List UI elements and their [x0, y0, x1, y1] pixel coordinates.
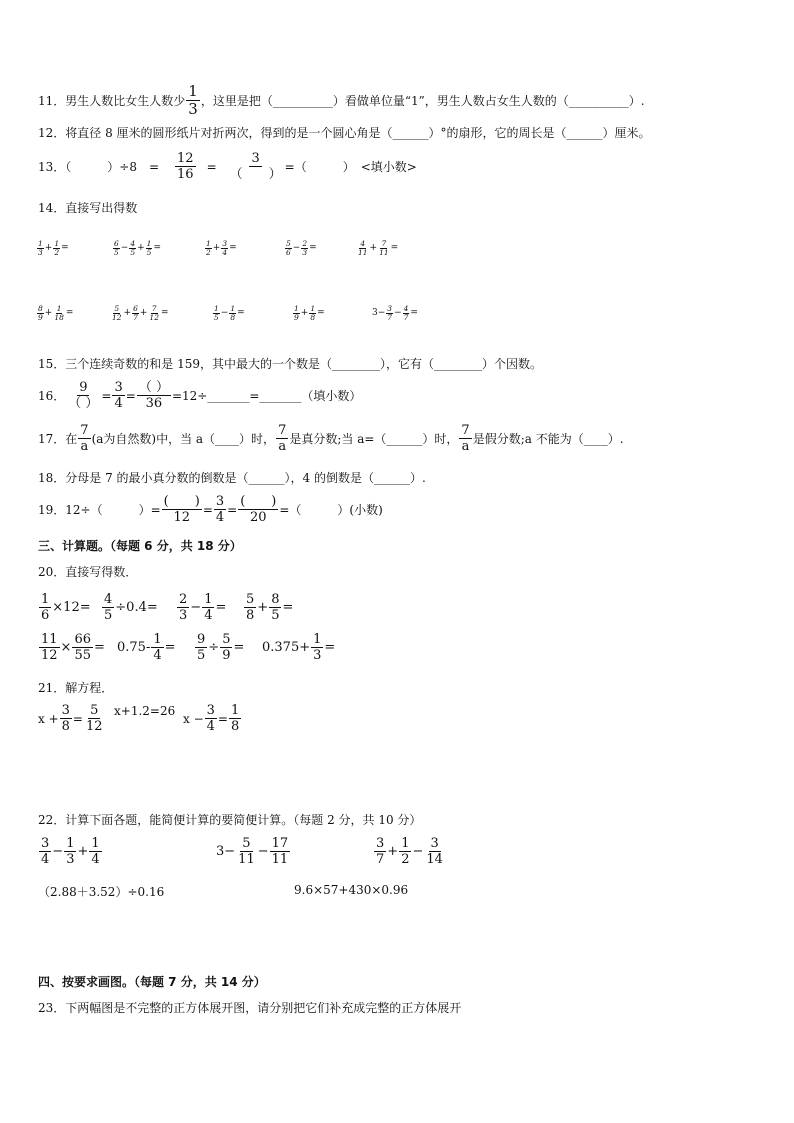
fraction: $\frac{1}{8}$ — [310, 304, 316, 322]
q20-expression: $\frac{11}{12}$ × $\frac{66}{55}$ = — [41, 632, 105, 663]
q11-text-b: ，这里是把（__________）看做单位量“1”，男生人数占女生人数的（__________）. — [200, 94, 645, 108]
question-12 — [38, 124, 651, 141]
fraction: $\frac{6}{5}$ — [114, 239, 119, 257]
q17-fraction-3: $\frac{7}{a}$ — [461, 423, 470, 454]
question-13: 13．（ ）÷8 = $\frac{12}{16}$ = $\frac{3}{( )}$ =（ ） <填小数> — [38, 151, 417, 182]
question-16: 16． $\frac{9}{( )}$ = $\frac{3}{4}$ = $\frac{( )}{36}$ =12÷_______=_______（填小数） — [38, 380, 362, 411]
q13-text-b: =（ ） <填小数> — [284, 160, 417, 174]
fraction: $\frac{5}{12}$ — [112, 304, 122, 322]
q16-fraction-1: $\frac{9}{( )}$ — [68, 380, 99, 411]
fraction: $\frac{1}{9}$ — [294, 304, 299, 322]
fraction: $\frac{1}{3}$ — [66, 836, 75, 867]
fraction: $\frac{1}{4}$ — [204, 592, 213, 623]
q14-expression: 3− $\frac{3}{7}$ − $\frac{4}{7}$ = — [372, 304, 418, 322]
q22-expression: $\frac{3}{7}$ + $\frac{1}{2}$ − $\frac{3}{14}$ — [376, 836, 443, 867]
question-19: 19．12÷（ ）= $\frac{( )}{12}$ = $\frac{3}{4}$ = $\frac{( )}{20}$ =（ ）(小数) — [38, 494, 383, 525]
fraction: $\frac{5}{11}$ — [238, 836, 255, 867]
fraction: $\frac{6}{7}$ — [133, 304, 138, 322]
q14-expression: $\frac{5}{12}$ + $\frac{6}{7}$ + $\frac{7}{12}$ = — [112, 304, 169, 322]
question-14-title: 14．直接写出得数 — [38, 201, 138, 215]
fraction: $\frac{2}{3}$ — [179, 592, 188, 623]
q14-expression: $\frac{1}{3}$ + $\frac{1}{2}$ = — [38, 239, 69, 257]
fraction: $\frac{3}{4}$ — [41, 836, 50, 867]
fraction: $\frac{1}{4}$ — [91, 836, 100, 867]
question-17: 17．在 $\frac{7}{a}$ (a为自然数)中，当 a（____）时， $\frac{7}{a}$ 是真分数;当 a=（______）时， $\frac{7}{a}$ 是假分数;a 不能为（____）. — [38, 423, 624, 454]
q14-expression: $\frac{5}{6}$ − $\frac{2}{3}$ = — [286, 239, 317, 257]
fraction: $\frac{3}{4}$ — [206, 703, 215, 734]
question-20-title: 20．直接写得数． — [38, 565, 138, 579]
q11-fraction: $\frac{1}{3}$ — [188, 82, 198, 118]
fraction: $\frac{4}{7}$ — [403, 304, 409, 322]
q17-fraction-1: $\frac{7}{a}$ — [80, 423, 89, 454]
q13-text-a: 13．（ ）÷8 = — [38, 160, 160, 174]
q20-expression: $\frac{1}{6}$ ×12= — [41, 592, 91, 623]
q20-expression: $\frac{2}{3}$ − $\frac{1}{4}$ = — [179, 592, 227, 623]
question-11 — [38, 84, 645, 117]
q13-fraction-2: $\frac{3}{( )}$ — [229, 151, 282, 182]
fraction: $\frac{1}{6}$ — [41, 592, 50, 623]
q14-expression: $\frac{1}{9}$ + $\frac{1}{8}$ = — [294, 304, 325, 322]
fraction: $\frac{1}{3}$ — [38, 239, 43, 257]
q14-expression: $\frac{1}{2}$ + $\frac{3}{4}$ = — [206, 239, 237, 257]
question-22-title: 22．计算下面各题，能简便计算的要简便计算。（每题 2 分，共 10 分） — [38, 813, 422, 827]
q14-expression: $\frac{8}{9}$ + $\frac{1}{18}$ = — [38, 304, 74, 322]
q12-text: 12．将直径 8 厘米的圆形纸片对折两次，得到的是一个圆心角是（______）°的扇形，它的周长是（______）厘米。 — [38, 126, 651, 140]
fraction: $\frac{11}{12}$ — [41, 632, 58, 663]
q11-text-a: 11．男生人数比女生人数少 — [38, 94, 186, 108]
q19-fraction-2: $\frac{3}{4}$ — [215, 494, 225, 525]
fraction: $\frac{1}{4}$ — [153, 632, 162, 663]
question-23: 23．下两幅图是不完整的正方体展开图，请分别把它们补充成完整的正方体展开 — [38, 1001, 462, 1015]
q20-expression: $\frac{9}{5}$ ÷ $\frac{5}{9}$ = — [197, 632, 245, 663]
q21-equation: x+1.2=26 — [114, 704, 176, 718]
q20-expression: 0.375+ $\frac{1}{3}$ = — [262, 632, 336, 663]
fraction: $\frac{8}{9}$ — [38, 304, 43, 322]
fraction: $\frac{8}{5}$ — [271, 592, 280, 623]
fraction: $\frac{3}{4}$ — [222, 239, 228, 257]
question-21-title: 21．解方程． — [38, 681, 114, 695]
fraction: $\frac{4}{5}$ — [104, 592, 113, 623]
q20-expression: 0.75- $\frac{1}{4}$ = — [117, 632, 176, 663]
q20-expression: $\frac{5}{8}$ + $\frac{8}{5}$ = — [246, 592, 294, 623]
q14-expression: $\frac{1}{5}$ − $\frac{1}{8}$ = — [214, 304, 245, 322]
fraction: $\frac{1}{18}$ — [54, 304, 64, 322]
fraction: $\frac{1}{3}$ — [313, 632, 322, 663]
q19-fraction-1: $\frac{( )}{12}$ — [163, 494, 200, 525]
fraction: $\frac{5}{9}$ — [222, 632, 231, 663]
fraction: $\frac{4}{11}$ — [358, 239, 368, 257]
fraction: $\frac{1}{2}$ — [206, 239, 211, 257]
q21-equation: x + $\frac{3}{8}$ = $\frac{5}{12}$ — [38, 703, 103, 734]
fraction: $\frac{3}{8}$ — [61, 703, 70, 734]
fraction: $\frac{4}{5}$ — [130, 239, 136, 257]
section-3-heading: 三、计算题。（每题 6 分，共 18 分） — [38, 539, 242, 553]
q21-equation: x − $\frac{3}{4}$ = $\frac{1}{8}$ — [183, 703, 240, 734]
fraction: $\frac{3}{7}$ — [387, 304, 393, 322]
q19-fraction-3: $\frac{( )}{20}$ — [240, 494, 277, 525]
q22-expression: 3− $\frac{5}{11}$ − $\frac{17}{11}$ — [216, 836, 289, 867]
fraction: $\frac{5}{8}$ — [246, 592, 255, 623]
q16-fraction-2: $\frac{3}{4}$ — [114, 380, 123, 411]
q17-fraction-2: $\frac{7}{a}$ — [278, 423, 287, 454]
q22-expression-4: （2.88＋3.52）÷0.16 — [38, 885, 165, 899]
fraction: $\frac{1}{2}$ — [401, 836, 410, 867]
fraction: $\frac{17}{11}$ — [271, 836, 289, 867]
fraction: $\frac{9}{5}$ — [197, 632, 206, 663]
fraction: $\frac{1}{8}$ — [230, 703, 240, 734]
fraction: $\frac{1}{5}$ — [214, 304, 219, 322]
fraction: $\frac{7}{11}$ — [379, 239, 389, 257]
fraction: $\frac{2}{3}$ — [302, 239, 308, 257]
fraction: $\frac{1}{2}$ — [54, 239, 60, 257]
q13-fraction-1: $\frac{12}{16}$ — [177, 151, 194, 182]
question-18: 18．分母是 7 的最小真分数的倒数是（______），4 的倒数是（______）. — [38, 471, 426, 485]
q14-expression: $\frac{6}{5}$ − $\frac{4}{5}$ + $\frac{1}{5}$ = — [114, 239, 161, 257]
fraction: $\frac{3}{7}$ — [376, 836, 385, 867]
fraction: $\frac{7}{12}$ — [149, 304, 159, 322]
question-15: 15．三个连续奇数的和是 159，其中最大的一个数是（________），它有（________）个因数。 — [38, 357, 542, 371]
fraction: $\frac{1}{5}$ — [146, 239, 152, 257]
fraction: $\frac{66}{55}$ — [74, 632, 91, 663]
fraction: $\frac{5}{12}$ — [85, 703, 103, 734]
fraction: $\frac{5}{6}$ — [286, 239, 291, 257]
q16-fraction-3: $\frac{( )}{36}$ — [138, 380, 169, 411]
fraction: $\frac{1}{8}$ — [230, 304, 236, 322]
q22-expression-5: 9.6×57+430×0.96 — [294, 883, 409, 897]
fraction: $\frac{3}{14}$ — [426, 836, 443, 867]
q14-expression: $\frac{4}{11}$ + $\frac{7}{11}$ = — [358, 239, 399, 257]
q20-expression: $\frac{4}{5}$ ÷0.4= — [104, 592, 158, 623]
section-4-heading: 四、按要求画图。（每题 7 分，共 14 分） — [38, 975, 266, 989]
q22-expression: $\frac{3}{4}$ − $\frac{1}{3}$ + $\frac{1}{4}$ — [41, 836, 100, 867]
